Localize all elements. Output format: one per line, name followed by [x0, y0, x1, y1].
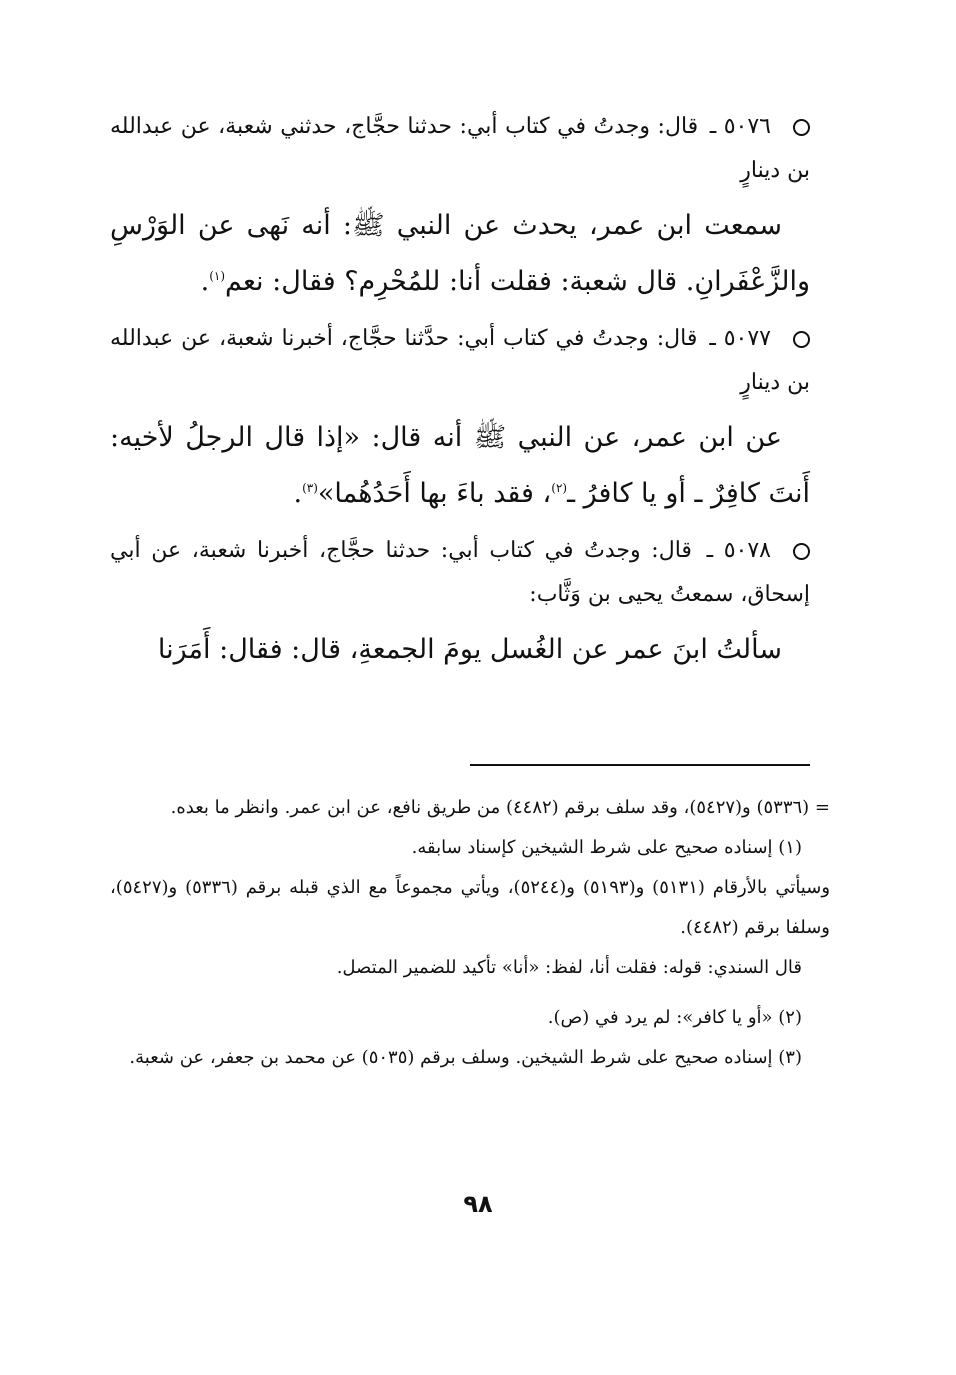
matn-end: . — [200, 266, 210, 297]
main-text — [110, 105, 810, 685]
isnad — [110, 529, 810, 617]
isnad — [110, 105, 810, 193]
matn-text: عن ابن عمر، عن النبي ﷺ أنه قال: «إذا قال الرجلُ لأخيه: أَنتَ كافِرٌ ـ أو يا كافرُ ـ — [110, 422, 810, 509]
footnote-ref: (٢) — [551, 481, 568, 495]
matn-text: سألتُ ابنَ عمر عن الغُسل يومَ الجمعةِ، قال: فقال: أَمَرَنا — [157, 634, 782, 665]
matn — [110, 625, 810, 675]
footnote-1-text: وسيأتي بالأرقام (٥١٣١) و(٥١٩٣) و(٥٢٤٤)، ويأتي مجموعاً مع الذي قبله برقم (٥٣٣٦) و(٥٤٢٧)، وسلفا برقم (٤٤٨٢). — [110, 877, 831, 938]
footnote-1-text: قال السندي: قوله: فقلت أنا، لفظ: «أنا» تأكيد للضمير المتصل. — [336, 957, 802, 978]
isnad-text: قال: وجدتُ في كتاب أبي: حدثنا حجَّاج، أخبرنا شعبة، عن أبي إسحاق، سمعتُ يحيى بن وَثَّاب: — [110, 538, 810, 607]
circle-marker-icon — [793, 543, 810, 560]
matn — [110, 201, 810, 307]
page-number: ٩٨ — [463, 1190, 493, 1218]
hadith-5076 — [110, 105, 810, 307]
isnad-text: قال: وجدتُ في كتاب أبي: حدثنا حجَّاج، حدثني شعبة، عن عبدالله بن دينارٍ — [110, 114, 810, 183]
footnote-ref: (٣) — [302, 481, 318, 495]
hadith-number: ٥٠٧٧ ـ — [709, 326, 771, 351]
footnote-3: (٣) إسناده صحيح على شرط الشيخين. وسلف برقم (٥٠٣٥) عن محمد بن جعفر، عن شعبة. — [129, 1047, 802, 1068]
circle-marker-icon — [793, 331, 810, 348]
hadith-5078 — [110, 529, 810, 675]
matn-text: سمعت ابن عمر، يحدث عن النبي ﷺ: أنه نَهى عن الوَرْسِ والزَّعْفَرانِ. قال شعبة: فقلت أنا: للمُحْرِم؟ فقال: نعم — [110, 210, 810, 297]
matn — [110, 413, 810, 519]
footnote-1: (١) إسناده صحيح على شرط الشيخين كإسناد سابقه. — [411, 837, 802, 858]
matn-text-continued: ، فقد باءَ بها أَحَدُهُما» — [317, 478, 552, 509]
matn-end: . — [293, 478, 303, 509]
circle-marker-icon — [793, 119, 810, 136]
hadith-5077 — [110, 317, 810, 519]
footnote-divider — [470, 764, 810, 766]
footnotes — [110, 788, 830, 1078]
footnote-ref: (١) — [209, 269, 226, 283]
footnote-2: (٢) «أو يا كافر»: لم يرد في (ص). — [547, 1007, 802, 1028]
footnote-continuation: = (٥٣٣٦) و(٥٤٢٧)، وقد سلف برقم (٤٤٨٢) من طريق نافع، عن ابن عمر. وانظر ما بعده. — [170, 797, 830, 818]
isnad — [110, 317, 810, 405]
isnad-text: قال: وجدتُ في كتاب أبي: حدَّثنا حجَّاج، أخبرنا شعبة، عن عبدالله بن دينارٍ — [110, 326, 810, 395]
hadith-number: ٥٠٧٨ ـ — [706, 538, 771, 563]
hadith-number: ٥٠٧٦ ـ — [709, 114, 771, 139]
